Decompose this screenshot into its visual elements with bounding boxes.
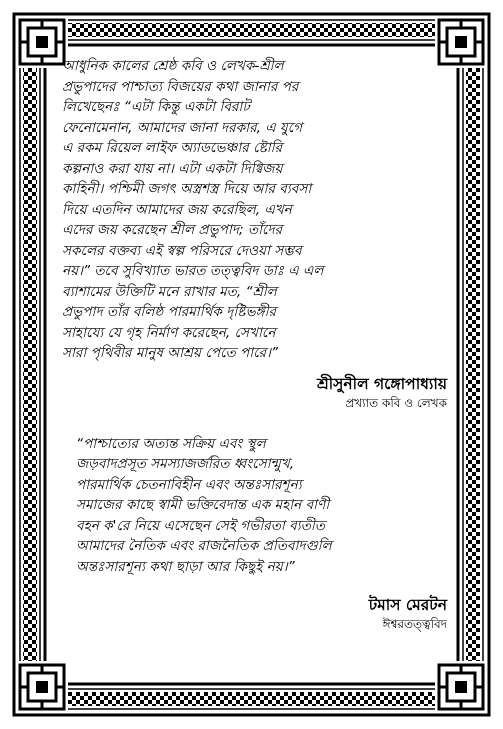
- text-line: কল্পনাও করা যায় না। এটা একটা দিগ্বিজয়: [62, 160, 283, 177]
- quote-paragraph-1: [62, 56, 447, 364]
- text-line: সারা পৃথিবীর মানুষ আশ্রয় পেতে পারে।”: [62, 345, 279, 361]
- text-line: জড়বাদপ্রসূত সমস্যাজর্জরিত ধ্বংসোন্মুখ,: [76, 456, 295, 472]
- text-line: আমাদের নৈতিক এবং রাজনৈতিক প্রতিবাদগুলি: [76, 538, 332, 554]
- signature-block-1: [62, 374, 447, 412]
- text-line: বহন ক'রে নিয়ে এসেছেন সেই গভীরতা ব্যতীত: [76, 517, 325, 534]
- text-line: প্রভুপাদের পাশ্চাত্য বিজয়ের কথা জানার পর: [62, 78, 299, 95]
- author-name: শ্রীসুনীল গঙ্গোপাধ্যায়: [317, 374, 447, 393]
- corner-ornament-icon: [16, 661, 68, 713]
- text-line: ব্যাশামের উক্তিটি মনে রাখার মত, “শ্রীল: [62, 283, 277, 300]
- text-line: সাহায্যে যে গৃহ নির্মাণ করেছেন, সেখানে: [62, 324, 276, 341]
- text-line: এ রকম রিয়েল লাইফ অ্যাডভেঞ্চার ষ্টোরি: [62, 140, 283, 156]
- author-name: টমাস মেরটন: [368, 596, 447, 614]
- text-line: প্রভুপাদ তাঁর বলিষ্ঠ পারমার্থিক দৃষ্টিভঙ্গীর: [62, 304, 276, 320]
- text-line: “পাশ্চাত্যের অত্যন্ত সক্রিয় এবং স্থুল: [76, 435, 266, 452]
- signature-block-2: [62, 595, 447, 633]
- text-line: নয়।” তবে সুবিখ্যাত ভারত তত্ত্ববিদ ডাঃ এ এল: [62, 263, 324, 279]
- corner-ornament-icon: [435, 661, 487, 713]
- page-content: [62, 56, 447, 633]
- text-line: সমাজের কাছে স্বামী ভক্তিবেদান্ত এক মহান বাণী: [76, 497, 330, 513]
- quote-paragraph-2: [62, 434, 447, 578]
- text-line: এদের জয় করেছেন শ্রীল প্রভুপাদ; তাঁদের: [62, 222, 283, 238]
- text-line: কাহিনী। পশ্চিমী জগৎ অস্ত্রশস্ত্র দিয়ে আর ব্যবসা: [62, 181, 312, 197]
- author-role: ঈশ্বরতত্ত্ববিদ: [382, 617, 447, 631]
- text-line: পারমার্থিক চেতনাবিহীন এবং অন্তঃসারশূন্য: [76, 476, 302, 493]
- text-line: লিখেছেনঃ “এটা কিন্তু একটা বিরাট: [62, 99, 250, 115]
- text-line: আধুনিক কালের শ্রেষ্ঠ কবি ও লেখক-শ্রীল: [62, 58, 284, 74]
- text-line: অন্তঃসারশূন্য কথা ছাড়া আর কিছুই নয়।”: [76, 558, 295, 575]
- author-role: প্রখ্যাত কবি ও লেখক: [345, 395, 447, 410]
- corner-ornament-icon: [16, 16, 68, 68]
- text-line: দিয়ে এতদিন আমাদের জয় করেছিল, এখন: [62, 201, 292, 218]
- text-line: ফেনোমেনান, আমাদের জানা দরকার, এ যুগে: [62, 119, 303, 136]
- text-line: সকলের বক্তব্য এই স্বল্প পরিসরে দেওয়া সম্ভব: [62, 242, 302, 259]
